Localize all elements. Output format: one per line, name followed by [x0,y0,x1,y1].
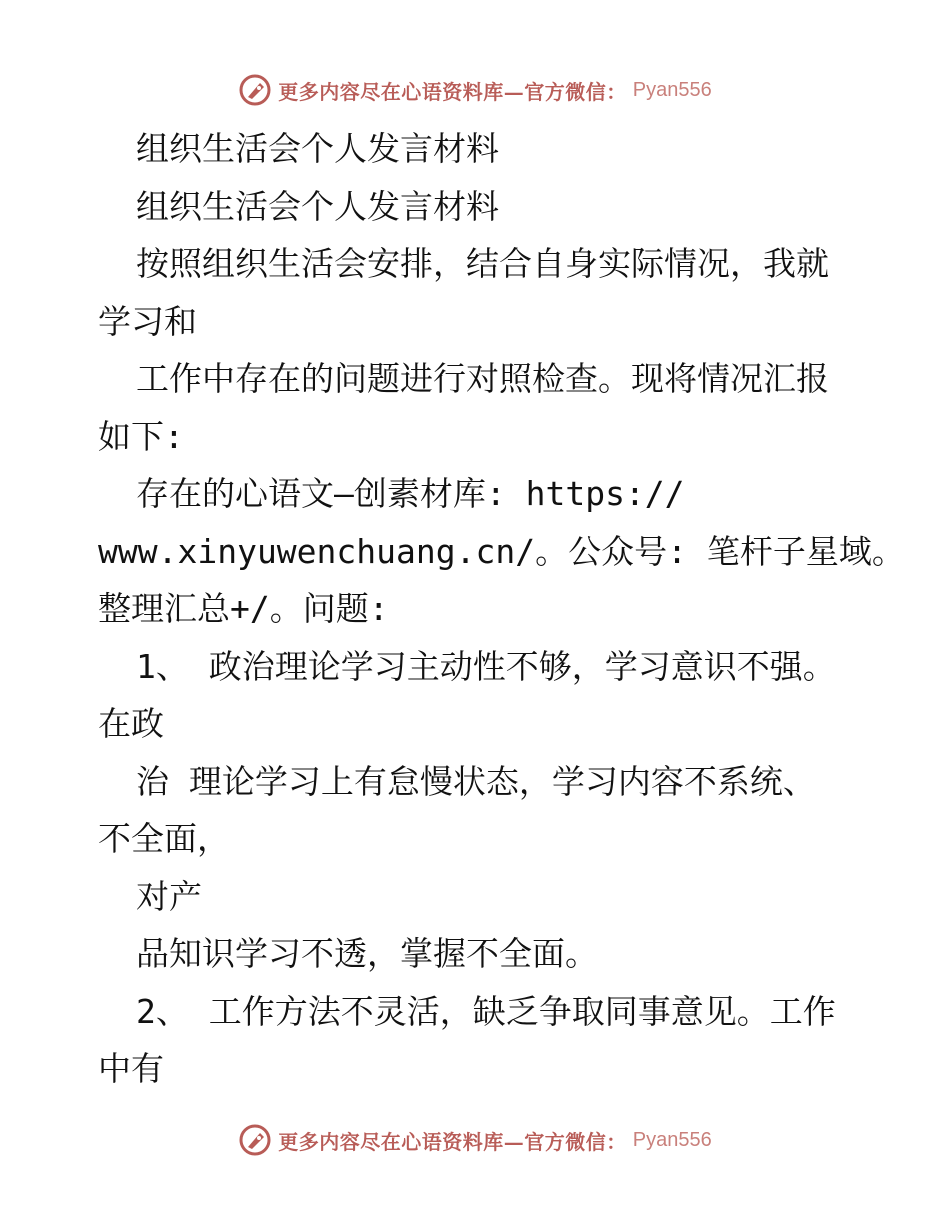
document-line: 组织生活会个人发言材料 [136,186,499,226]
document-line: 在政 [98,704,164,743]
document-line: 如下: [98,416,184,456]
footer-wechat-id: Pyan556 [632,1128,712,1151]
document-line: 2、 工作方法不灵活，缺乏争取同事意见。工作 [136,991,836,1031]
document-body [98,120,905,1098]
header-banner-text: 更多内容尽在心语资料库—官方微信： [278,79,627,104]
header-wechat-id: Pyan556 [632,78,712,101]
document-line: 中有 [98,1049,164,1088]
document-line: 不全面， [98,819,230,858]
footer-banner [0,1120,950,1160]
document-line: www.xinyuwenchuang.cn/。公众号: 笔杆子星域。 [98,531,905,571]
document-line: 治 理论学习上有怠慢状态，学习内容不系统、 [136,761,816,801]
document-line: 对产 [136,876,202,916]
document-line: 按照组织生活会安排，结合自身实际情况，我就 [136,244,829,283]
document-line: 学习和 [98,301,197,341]
document-line: 组织生活会个人发言材料 [136,129,499,168]
pen-nib-logo-icon [238,73,272,107]
pen-nib-logo-icon [238,1123,272,1157]
document-line: 存在的心语文—创素材库: https:// [136,474,685,513]
document-line: 品知识学习不透，掌握不全面。 [136,934,598,973]
header-banner [0,70,950,110]
document-line: 整理汇总+/。问题: [98,589,389,628]
document-line: 1、 政治理论学习主动性不够，学习意识不强。 [136,646,836,686]
footer-banner-text: 更多内容尽在心语资料库—官方微信： [278,1129,627,1154]
document-line: 工作中存在的问题进行对照检查。现将情况汇报 [136,359,829,398]
